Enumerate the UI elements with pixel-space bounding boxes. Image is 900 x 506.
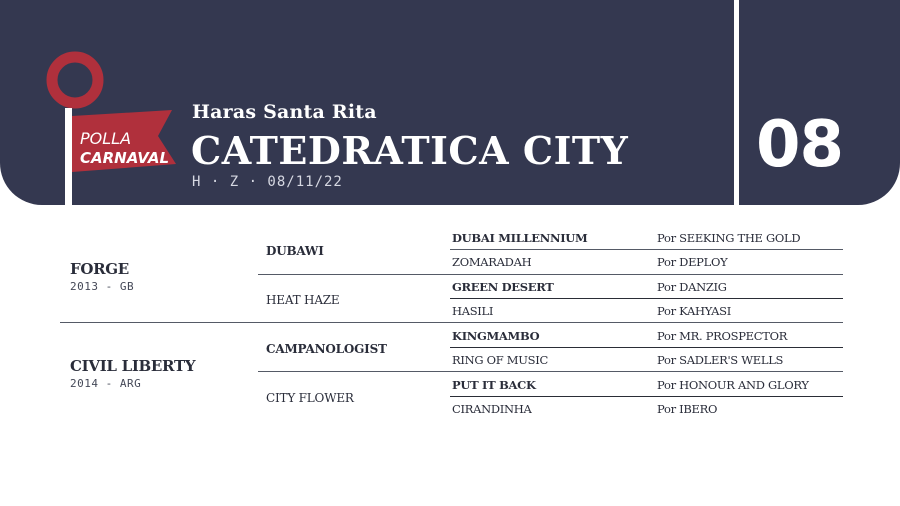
- great-grandparent-sire: Por HONOUR AND GLORY: [657, 378, 809, 392]
- row-divider: [450, 396, 843, 397]
- great-grandparent: PUT IT BACK: [452, 378, 536, 392]
- grandparent: HEAT HAZE: [266, 293, 340, 307]
- great-grandparent-sire: Por SEEKING THE GOLD: [657, 231, 801, 245]
- dam-info: 2014 - ARG: [70, 377, 142, 390]
- row-divider: [258, 371, 843, 372]
- great-grandparent-sire: Por MR. PROSPECTOR: [657, 329, 788, 343]
- row-divider: [450, 298, 843, 299]
- grandparent: CAMPANOLOGIST: [266, 342, 387, 356]
- great-grandparent: KINGMAMBO: [452, 329, 540, 343]
- row-divider: [450, 347, 843, 348]
- breeder-name: Haras Santa Rita: [192, 101, 377, 123]
- horse-number: 08: [756, 108, 844, 182]
- row-divider: [450, 249, 843, 250]
- great-grandparent: GREEN DESERT: [452, 280, 554, 294]
- logo-text-carnaval: CARNAVAL: [80, 149, 170, 167]
- great-grandparent: ZOMARADAH: [452, 255, 532, 269]
- great-grandparent-sire: Por IBERO: [657, 402, 718, 416]
- grandparent: CITY FLOWER: [266, 391, 354, 405]
- grandparent: DUBAWI: [266, 244, 324, 258]
- great-grandparent: CIRANDINHA: [452, 402, 532, 416]
- row-divider: [258, 274, 843, 275]
- great-grandparent-sire: Por KAHYASI: [657, 304, 731, 318]
- great-grandparent-sire: Por SADLER'S WELLS: [657, 353, 784, 367]
- horse-name: CATEDRATICA CITY: [191, 128, 629, 173]
- sire-info: 2013 - GB: [70, 280, 135, 293]
- horse-meta: H · Z · 08/11/22: [192, 174, 343, 190]
- logo-text-polla: POLLA: [80, 129, 132, 148]
- row-divider: [60, 322, 843, 323]
- great-grandparent-sire: Por DEPLOY: [657, 255, 728, 269]
- great-grandparent: DUBAI MILLENNIUM: [452, 231, 588, 245]
- sire-name: FORGE: [70, 260, 129, 278]
- great-grandparent: RING OF MUSIC: [452, 353, 548, 367]
- great-grandparent-sire: Por DANZIG: [657, 280, 727, 294]
- dam-name: CIVIL LIBERTY: [70, 357, 196, 375]
- great-grandparent: HASILI: [452, 304, 494, 318]
